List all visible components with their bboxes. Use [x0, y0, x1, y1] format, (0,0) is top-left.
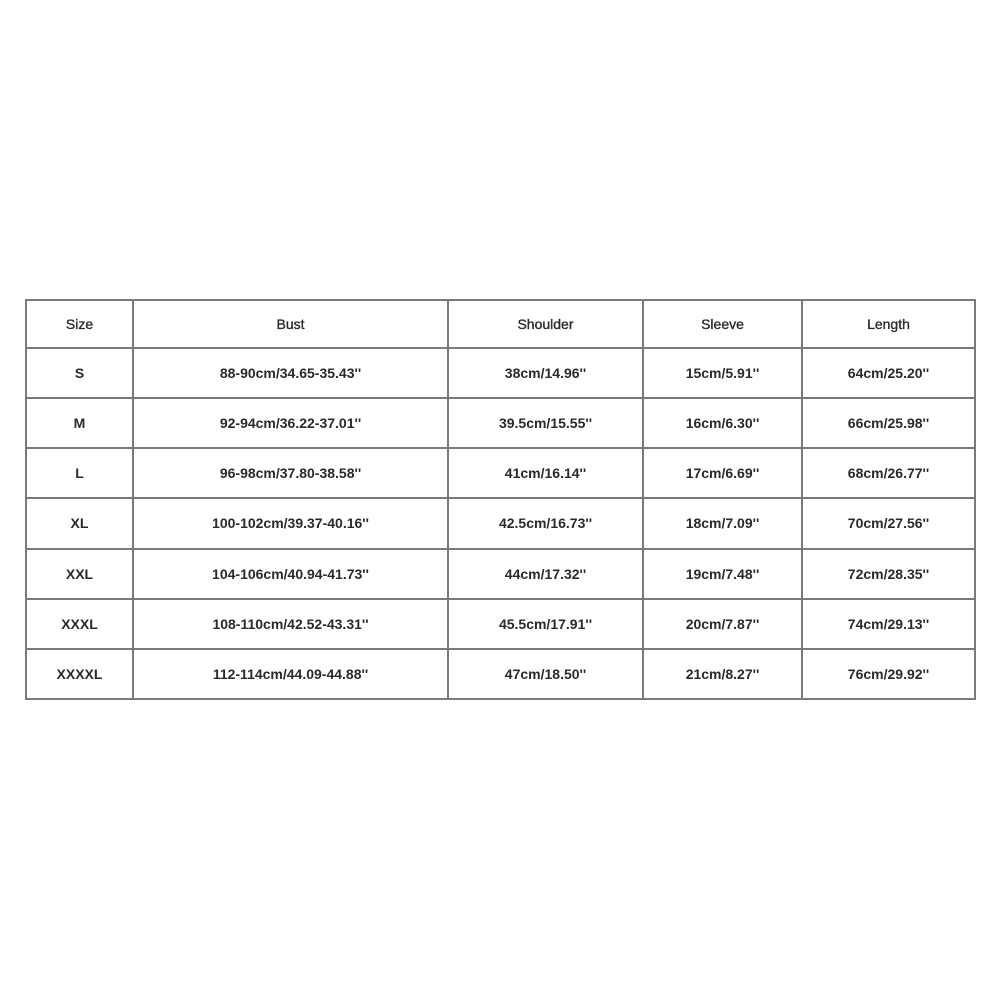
- header-length: Length: [802, 300, 975, 348]
- size-cell: XXL: [26, 549, 133, 599]
- table-header: [26, 300, 975, 348]
- bust-cell: 108-110cm/42.52-43.31'': [133, 599, 448, 649]
- size-cell: S: [26, 348, 133, 398]
- length-cell: 70cm/27.56'': [802, 498, 975, 548]
- bust-cell: 104-106cm/40.94-41.73'': [133, 549, 448, 599]
- bust-cell: 96-98cm/37.80-38.58'': [133, 448, 448, 498]
- table-row: [26, 599, 975, 649]
- size-cell: M: [26, 398, 133, 448]
- sleeve-cell: 20cm/7.87'': [643, 599, 802, 649]
- sleeve-cell: 15cm/5.91'': [643, 348, 802, 398]
- shoulder-cell: 45.5cm/17.91'': [448, 599, 643, 649]
- size-cell: XL: [26, 498, 133, 548]
- table-row: [26, 448, 975, 498]
- shoulder-cell: 38cm/14.96'': [448, 348, 643, 398]
- size-cell: XXXL: [26, 599, 133, 649]
- header-size: Size: [26, 300, 133, 348]
- table-row: [26, 649, 975, 699]
- sleeve-cell: 17cm/6.69'': [643, 448, 802, 498]
- length-cell: 74cm/29.13'': [802, 599, 975, 649]
- bust-cell: 112-114cm/44.09-44.88'': [133, 649, 448, 699]
- shoulder-cell: 39.5cm/15.55'': [448, 398, 643, 448]
- size-cell: L: [26, 448, 133, 498]
- sleeve-cell: 16cm/6.30'': [643, 398, 802, 448]
- size-cell: XXXXL: [26, 649, 133, 699]
- table-row: [26, 549, 975, 599]
- header-bust: Bust: [133, 300, 448, 348]
- shoulder-cell: 42.5cm/16.73'': [448, 498, 643, 548]
- shoulder-cell: 44cm/17.32'': [448, 549, 643, 599]
- length-cell: 68cm/26.77'': [802, 448, 975, 498]
- sleeve-cell: 21cm/8.27'': [643, 649, 802, 699]
- length-cell: 72cm/28.35'': [802, 549, 975, 599]
- sleeve-cell: 18cm/7.09'': [643, 498, 802, 548]
- header-row: [26, 300, 975, 348]
- table-row: [26, 398, 975, 448]
- length-cell: 66cm/25.98'': [802, 398, 975, 448]
- shoulder-cell: 47cm/18.50'': [448, 649, 643, 699]
- header-shoulder: Shoulder: [448, 300, 643, 348]
- size-chart-table: [25, 299, 976, 700]
- table-row: [26, 348, 975, 398]
- table-body: [26, 348, 975, 699]
- length-cell: 64cm/25.20'': [802, 348, 975, 398]
- length-cell: 76cm/29.92'': [802, 649, 975, 699]
- sleeve-cell: 19cm/7.48'': [643, 549, 802, 599]
- header-sleeve: Sleeve: [643, 300, 802, 348]
- table-row: [26, 498, 975, 548]
- bust-cell: 88-90cm/34.65-35.43'': [133, 348, 448, 398]
- shoulder-cell: 41cm/16.14'': [448, 448, 643, 498]
- bust-cell: 100-102cm/39.37-40.16'': [133, 498, 448, 548]
- bust-cell: 92-94cm/36.22-37.01'': [133, 398, 448, 448]
